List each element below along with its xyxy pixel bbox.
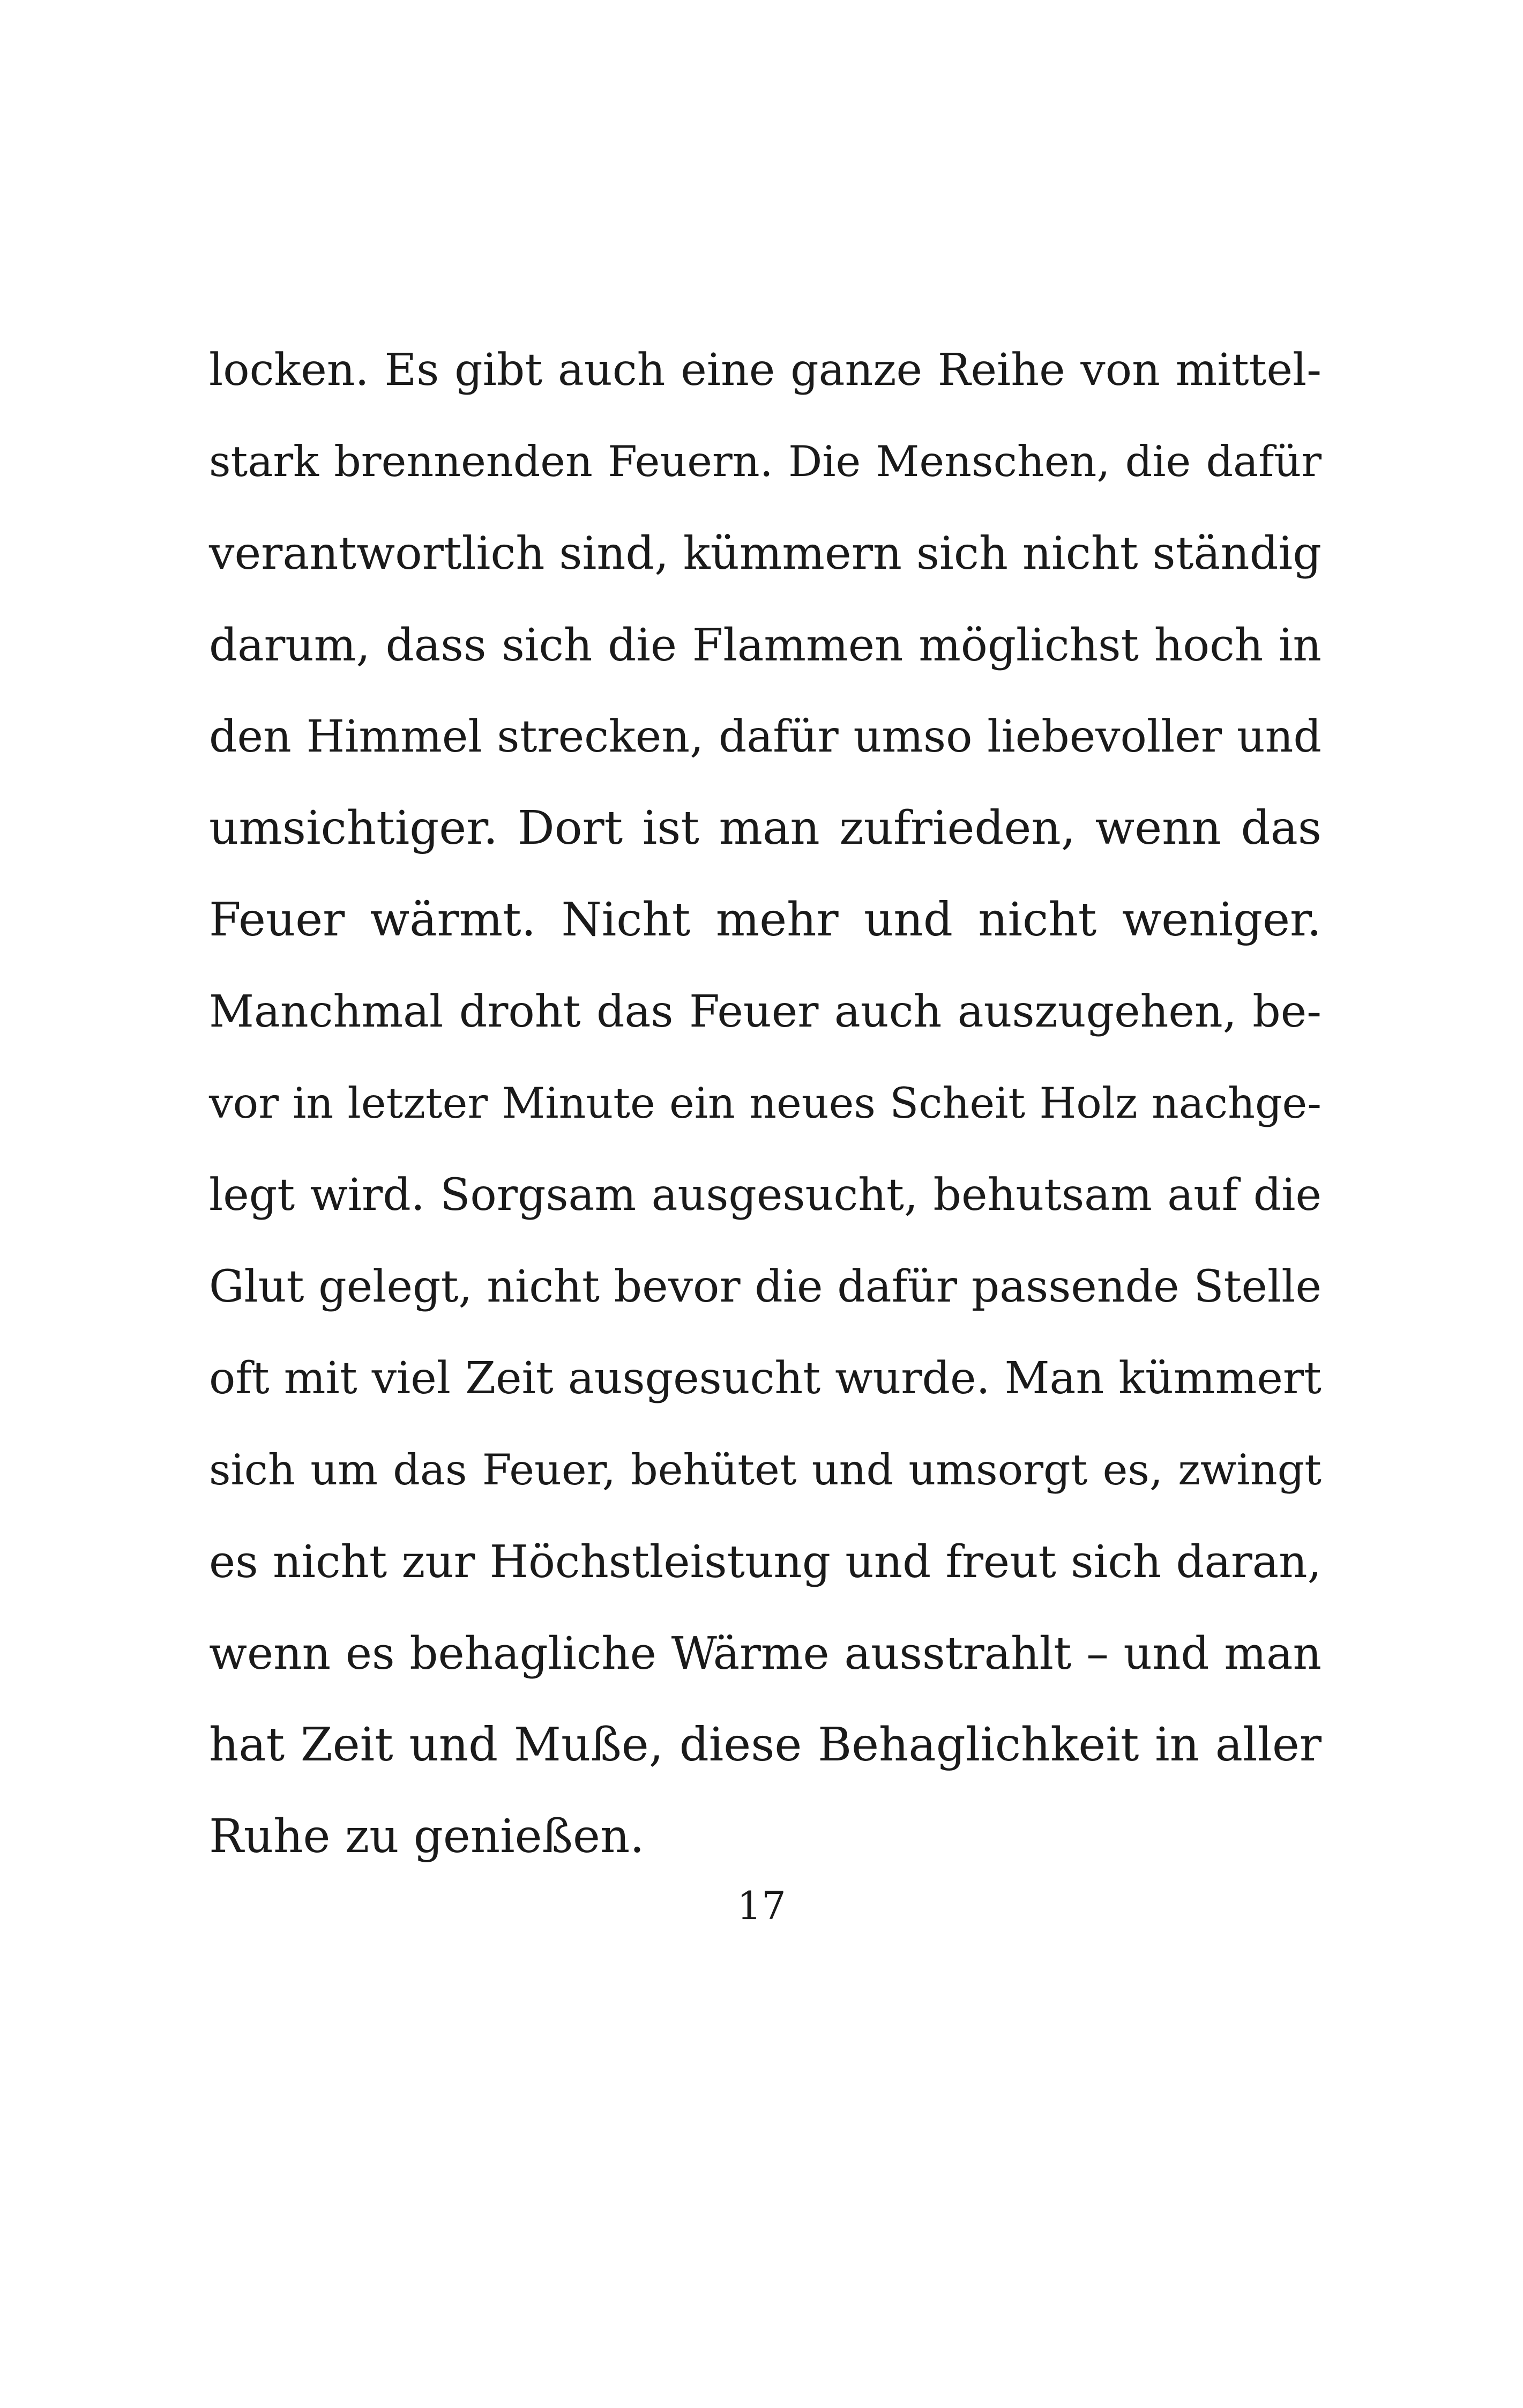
- text-line: Feuer wärmt. Nicht mehr und nicht weniger.: [209, 893, 1322, 947]
- text-line: oft mit viel Zeit ausgesucht wurde. Man kümmert: [209, 1353, 1322, 1404]
- text-line: stark brennenden Feuern. Die Menschen, die dafür: [209, 437, 1322, 486]
- text-line: sich um das Feuer, behütet und umsorgt es, zwingt: [209, 1445, 1322, 1495]
- text-line: locken. Es gibt auch eine ganze Reihe von mittel-: [209, 345, 1322, 396]
- text-line: legt wird. Sorgsam ausgesucht, behutsam auf die: [209, 1170, 1322, 1221]
- text-line: Manchmal droht das Feuer auch auszugehen, be-: [209, 986, 1322, 1037]
- body-text: [209, 324, 1322, 1883]
- text-line: umsichtiger. Dort ist man zufrieden, wenn das: [209, 801, 1322, 855]
- text-line: verantwortlich sind, kümmern sich nicht ständig: [209, 527, 1322, 579]
- text-line: Glut gelegt, nicht bevor die dafür passende Stelle: [209, 1261, 1322, 1312]
- text-line: hat Zeit und Muße, diese Behaglichkeit in aller: [209, 1718, 1322, 1772]
- text-line: wenn es behagliche Wärme ausstrahlt – und man: [209, 1627, 1322, 1679]
- text-line: darum, dass sich die Flammen möglichst hoch in: [209, 619, 1322, 671]
- text-line: den Himmel strecken, dafür umso liebevoller und: [209, 711, 1322, 762]
- text-line: es nicht zur Höchstleistung und freut sich daran,: [209, 1536, 1322, 1588]
- page-number: 17: [737, 1883, 786, 1928]
- text-line-last: Ruhe zu genießen.: [209, 1810, 645, 1863]
- text-line: vor in letzter Minute ein neues Scheit Holz nachge-: [209, 1079, 1322, 1128]
